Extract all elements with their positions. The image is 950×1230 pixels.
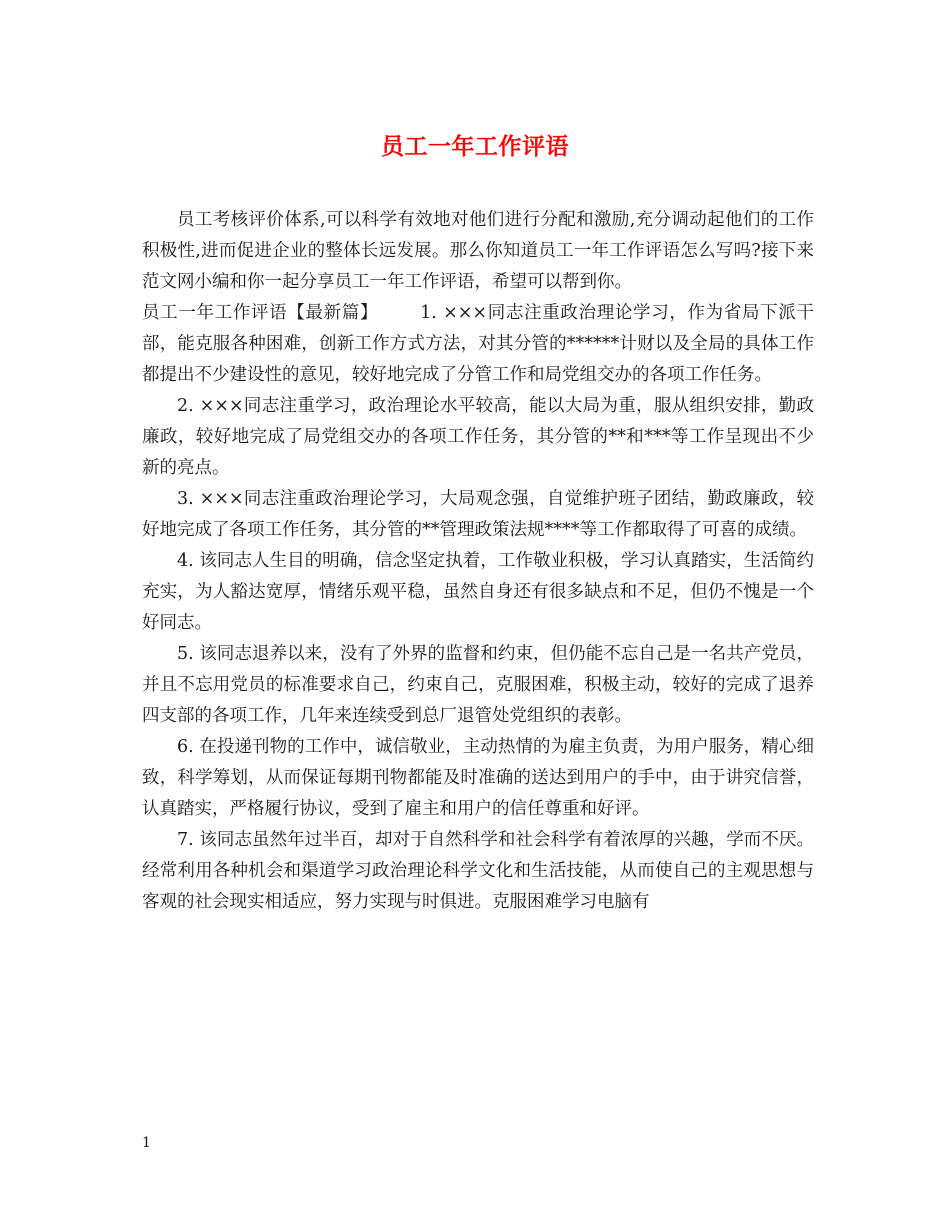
page-number: 1 [142, 1135, 151, 1151]
section-label: 员工一年工作评语【最新篇】 [142, 303, 379, 323]
document-title: 员工一年工作评语 [381, 133, 569, 160]
item-1: 1. ×××同志注重政治理论学习，作为省局下派干部，能克服各种困难，创新工作方式方法，对其分管的******计财以及全局的具体工作都提出不少建设性的意见，较好地完成了分管工作和局党组交办的各项工作任务。 [142, 303, 815, 385]
item-2: 2. ×××同志注重学习，政治理论水平较高，能以大局为重，服从组织安排，勤政廉政，较好地完成了局党组交办的各项工作任务，其分管的**和***等工作呈现出不少新的亮点。 [142, 396, 814, 478]
intro-paragraph: 员工考核评价体系,可以科学有效地对他们进行分配和激励,充分调动起他们的工作积极性,进而促进企业的整体长远发展。那么你知道员工一年工作评语怎么写吗?接下来范文网小编和你一起分享员工一年工作评语，希望可以帮到你。 [142, 210, 814, 292]
item-3: 3. ×××同志注重政治理论学习，大局观念强，自觉维护班子团结，勤政廉政，较好地完成了各项工作任务，其分管的**管理政策法规****等工作都取得了可喜的成绩。 [142, 489, 814, 540]
section-first-paragraph [142, 298, 814, 391]
item-5: 5. 该同志退养以来，没有了外界的监督和约束，但仍能不忘自己是一名共产党员，并且不忘用党员的标准要求自己，约束自己，克服困难，积极主动，较好的完成了退养四支部的各项工作，几年来连续受到总厂退管处党组织的表彰。 [142, 644, 814, 726]
item-4: 4. 该同志人生目的明确，信念坚定执着，工作敬业积极，学习认真踏实，生活简约充实，为人豁达宽厚，情绪乐观平稳，虽然自身还有很多缺点和不足，但仍不愧是一个好同志。 [142, 551, 814, 633]
item-6: 6. 在投递刊物的工作中，诚信敬业，主动热情的为雇主负责，为用户服务，精心细致，科学筹划，从而保证每期刊物都能及时准确的送达到用户的手中，由于讲究信誉，认真踏实，严格履行协议，受到了雇主和用户的信任尊重和好评。 [142, 737, 814, 819]
item-7: 7. 该同志虽然年过半百，却对于自然科学和社会科学有着浓厚的兴趣，学而不厌。经常利用各种机会和渠道学习政治理论科学文化和生活技能，从而使自己的主观思想与客观的社会现实相适应，努力实现与时俱进。克服困难学习电脑有 [142, 830, 814, 912]
document-body [142, 205, 814, 918]
